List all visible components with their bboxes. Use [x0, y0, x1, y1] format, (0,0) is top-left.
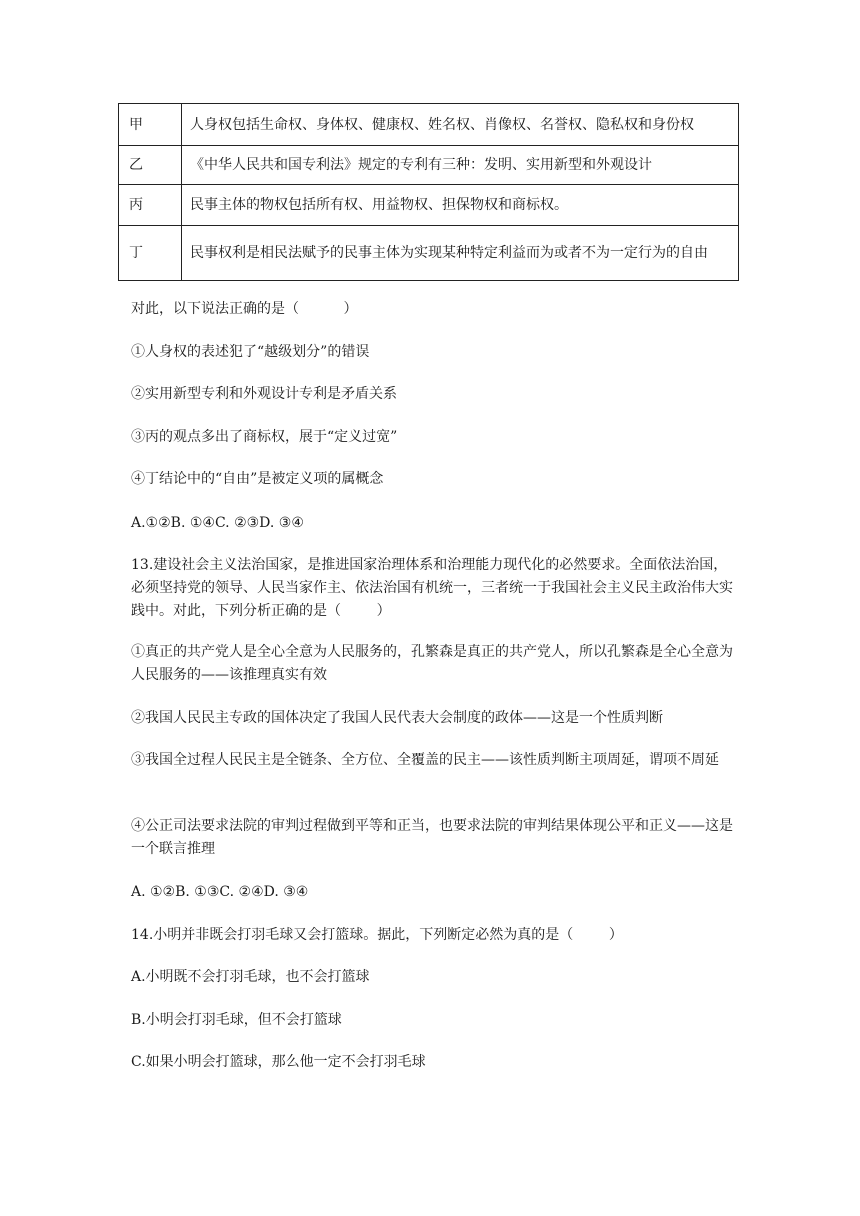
row-text: 民事主体的物权包括所有权、用益物权、担保物权和商标权。 [182, 185, 739, 226]
row-label: 甲 [119, 104, 182, 146]
q12-option-2: ②实用新型专利和外观设计专利是矛盾关系 [131, 386, 397, 402]
row-text: 《中华人民共和国专利法》规定的专利有三种：发明、实用新型和外观设计 [182, 146, 739, 185]
q12-option-1: ①人身权的表述犯了“越级划分”的错误 [131, 344, 370, 360]
q12-stem: 对此，以下说法正确的是（ ） [131, 301, 358, 317]
q13-stem: 13.建设社会主义法治国家，是推进国家治理体系和治理能力现代化的必然要求。全面依法治国，必须坚持党的领导、人民当家作主、依法治国有机统一，三者统一于我国社会主义民主政治伟大实践中。对此，下列分析正确的是（ ） [131, 557, 733, 619]
q13-answer-choices: A. ①②B. ①③C. ②④D. ③④ [131, 884, 309, 900]
q12-option-4: ④丁结论中的“自由”是被定义项的属概念 [131, 471, 384, 487]
table-row [119, 146, 739, 185]
row-label: 丁 [119, 226, 182, 281]
q12-answer-choices: A.①②B. ①④C. ②③D. ③④ [131, 515, 304, 531]
q14-stem: 14.小明并非既会打羽毛球又会打篮球。据此，下列断定必然为真的是（ ） [131, 927, 623, 943]
q14-option-b: B.小明会打羽毛球，但不会打篮球 [131, 1012, 342, 1028]
table-row [119, 226, 739, 281]
table-row [119, 104, 739, 146]
row-text: 人身权包括生命权、身体权、健康权、姓名权、肖像权、名誉权、隐私权和身份权 [182, 104, 739, 146]
table-row [119, 185, 739, 226]
q14-option-c: C.如果小明会打篮球，那么他一定不会打羽毛球 [131, 1054, 426, 1070]
q13-option-3: ③我国全过程人民民主是全链条、全方位、全覆盖的民主——该性质判断主项周延，谓项不周延 [131, 752, 719, 768]
q12-option-3: ③丙的观点多出了商标权，展于“定义过宽” [131, 429, 398, 445]
row-text: 民事权利是相民法赋予的民事主体为实现某种特定利益而为或者不为一定行为的自由 [182, 226, 739, 281]
statements-table [118, 103, 739, 281]
q13-option-1: ①真正的共产党人是全心全意为人民服务的，孔繁森是真正的共产党人，所以孔繁森是全心全意为人民服务的——该推理真实有效 [131, 644, 733, 683]
q13-option-2: ②我国人民民主专政的国体决定了我国人民代表大会制度的政体——这是一个性质判断 [131, 710, 663, 726]
row-label: 丙 [119, 185, 182, 226]
row-label: 乙 [119, 146, 182, 185]
q13-option-4: ④公正司法要求法院的审判过程做到平等和正当，也要求法院的审判结果体现公平和正义——这是一个联言推理 [131, 818, 733, 857]
q14-option-a: A.小明既不会打羽毛球，也不会打篮球 [131, 969, 370, 985]
